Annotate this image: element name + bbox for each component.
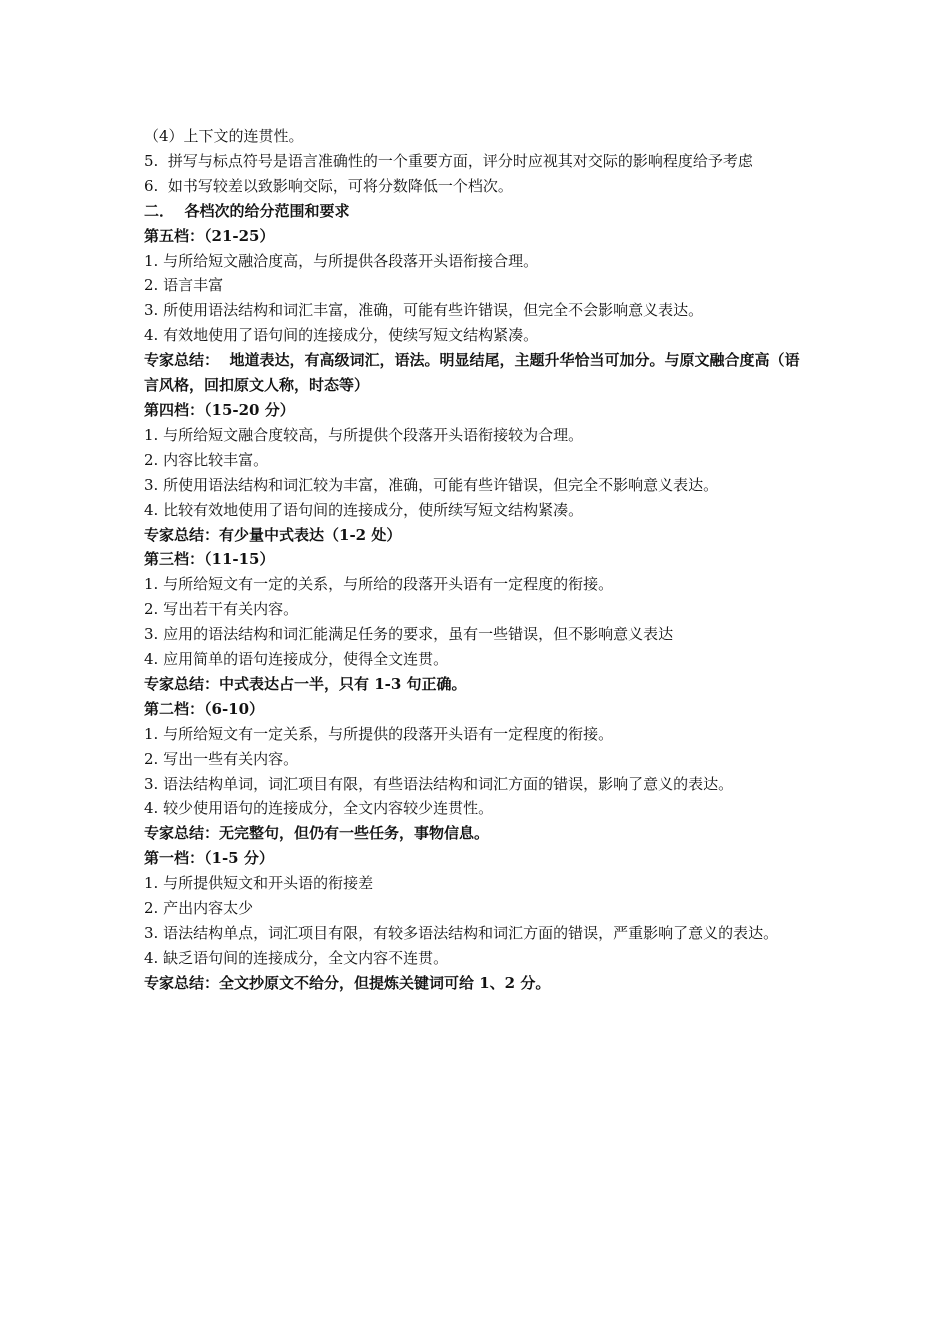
expert-summary: 专家总结：有少量中式表达（1-2 处）	[144, 525, 402, 544]
list-item: 3. 语法结构单词，词汇项目有限，有些语法结构和词汇方面的错误，影响了意义的表达。	[144, 774, 734, 793]
expert-summary: 专家总结：中式表达占一半，只有 1-3 句正确。	[144, 674, 467, 693]
list-item: 1. 与所给短文有一定关系，与所提供的段落开头语有一定程度的衔接。	[144, 724, 614, 743]
list-item: 4. 有效地使用了语句间的连接成分，使续写短文结构紧凑。	[144, 326, 539, 345]
band-3-heading: 第三档：（11-15）	[144, 550, 275, 569]
band-4-heading: 第四档：（15-20 分）	[144, 400, 295, 419]
list-item: 2. 产出内容太少	[144, 899, 254, 918]
text-line-5-spelling: 5. 拼写与标点符号是语言准确性的一个重要方面，评分时应视其对交际的影响程度给予考虑	[144, 151, 753, 170]
text-line-6-handwriting: 6. 如书写较差以致影响交际，可将分数降低一个档次。	[144, 176, 513, 195]
list-item: 1. 与所提供短文和开头语的衔接差	[144, 874, 374, 893]
list-item: 1. 与所给短文融合度较高，与所提供个段落开头语衔接较为合理。	[144, 425, 584, 444]
list-item: 3. 所使用语法结构和词汇丰富，准确，可能有些许错误，但完全不会影响意义表达。	[144, 301, 704, 320]
list-item: 2. 内容比较丰富。	[144, 450, 269, 469]
expert-summary: 专家总结： 地道表达，有高级词汇，语法。明显结尾，主题升华恰当可加分。与原文融合度高（语言风格，回扣原文人称，时态等）	[144, 351, 800, 395]
list-item: 4. 比较有效地使用了语句间的连接成分，使所续写短文结构紧凑。	[144, 500, 584, 519]
band-1-heading: 第一档：（1-5 分）	[144, 849, 274, 868]
expert-summary: 专家总结：无完整句，但仍有一些任务，事物信息。	[144, 824, 490, 843]
list-item: 4. 应用简单的语句连接成分，使得全文连贯。	[144, 650, 449, 669]
expert-summary: 专家总结：全文抄原文不给分，但提炼关键词可给 1、2 分。	[144, 973, 551, 992]
list-item: 2. 写出若干有关内容。	[144, 600, 299, 619]
list-item: 3. 应用的语法结构和词汇能满足任务的要求，虽有一些错误，但不影响意义表达	[144, 625, 674, 644]
list-item: 3. 语法结构单点，词汇项目有限，有较多语法结构和词汇方面的错误，严重影响了意义的表达。	[144, 924, 779, 942]
band-5-heading: 第五档：（21-25）	[144, 226, 275, 245]
text-line-4-coherence: （4）上下文的连贯性。	[144, 127, 304, 145]
list-item: 2. 写出一些有关内容。	[144, 749, 299, 768]
list-item: 3. 所使用语法结构和词汇较为丰富，准确，可能有些许错误，但完全不影响意义表达。	[144, 475, 719, 494]
section-heading: 二． 各档次的给分范围和要求	[144, 201, 350, 220]
list-item: 4. 缺乏语句间的连接成分，全文内容不连贯。	[144, 948, 449, 967]
list-item: 4. 较少使用语句的连接成分，全文内容较少连贯性。	[144, 799, 494, 818]
list-item: 1. 与所给短文融洽度高，与所提供各段落开头语衔接合理。	[144, 251, 539, 270]
list-item: 1. 与所给短文有一定的关系，与所给的段落开头语有一定程度的衔接。	[144, 575, 614, 594]
list-item: 2. 语言丰富	[144, 276, 224, 295]
band-2-heading: 第二档：（6-10）	[144, 699, 265, 718]
document-body	[144, 124, 812, 996]
